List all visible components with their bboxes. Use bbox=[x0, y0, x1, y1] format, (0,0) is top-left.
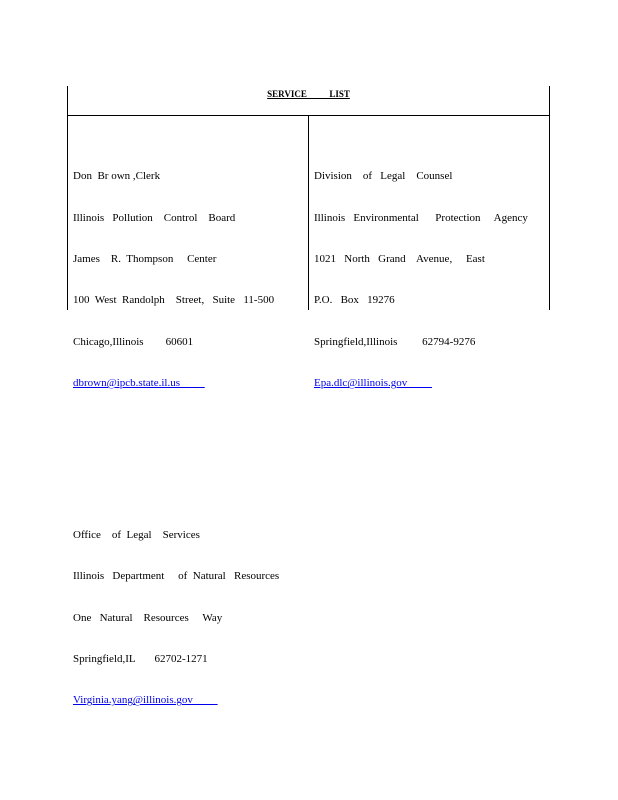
address-line: Springfield,IL 62702-1271 bbox=[73, 653, 208, 666]
table-left-border bbox=[67, 86, 68, 310]
address-line: Illinois Environmental Protection Agency bbox=[314, 211, 528, 224]
address-line: 1021 North Grand Avenue, East bbox=[314, 252, 485, 265]
address-line: 100 West Randolph Street, Suite 11-500 bbox=[73, 294, 275, 307]
email-link[interactable]: Epa.dlc@illinois.gov bbox=[314, 377, 432, 390]
right-column-cell bbox=[314, 115, 528, 446]
contact-pollution-control-board bbox=[73, 143, 279, 419]
left-column-cell bbox=[73, 115, 279, 763]
address-line: Illinois Pollution Control Board bbox=[73, 211, 236, 224]
table-column-divider bbox=[308, 115, 309, 310]
address-line: One Natural Resources Way bbox=[73, 611, 223, 624]
address-line: Don Br own ,Clerk bbox=[73, 170, 161, 183]
address-line: Office of Legal Services bbox=[73, 528, 200, 541]
email-link[interactable]: Virginia.yang@illinois.gov bbox=[73, 694, 218, 707]
address-line: Chicago,Illinois 60601 bbox=[73, 335, 194, 348]
address-line: Springfield,Illinois 62794-9276 bbox=[314, 335, 476, 348]
address-line: Illinois Department of Natural Resources bbox=[73, 570, 280, 583]
service-list-header bbox=[67, 89, 550, 99]
address-line: P.O. Box 19276 bbox=[314, 294, 395, 307]
address-line: Division of Legal Counsel bbox=[314, 170, 453, 183]
contact-environmental-protection-agency bbox=[314, 143, 528, 419]
table-right-border bbox=[549, 86, 550, 310]
service-list-table bbox=[67, 86, 549, 707]
email-link[interactable]: dbrown@ipcb.state.il.us bbox=[73, 377, 205, 390]
address-line: James R. Thompson Center bbox=[73, 252, 217, 265]
contact-natural-resources bbox=[73, 501, 279, 736]
service-list-title: SERVICE LIST bbox=[267, 89, 350, 99]
